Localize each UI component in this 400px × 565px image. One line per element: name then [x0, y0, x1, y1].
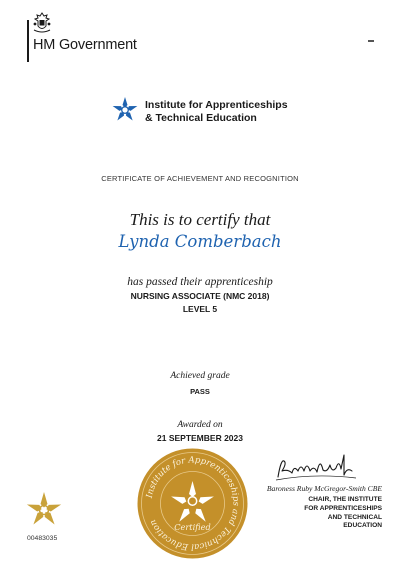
handwritten-signature [274, 451, 358, 485]
certify-statement: This is to certify that [129, 210, 271, 229]
signatory-role-line: CHAIR, THE INSTITUTE [308, 496, 382, 503]
passed-statement: has passed their apprenticeship [127, 276, 273, 288]
hm-government-title: HM Government [33, 37, 137, 53]
hm-government-rule [27, 20, 29, 62]
blue-star-flower-icon [111, 96, 139, 124]
grade-value: PASS [190, 387, 210, 396]
institute-name-line2: & Technical Education [145, 112, 257, 124]
apprenticeship-standard: NURSING ASSOCIATE (NMC 2018) [130, 291, 270, 301]
seal-center-text: Certified [174, 522, 211, 532]
corner-mark [368, 40, 374, 42]
certified-seal [136, 447, 249, 560]
signatory-role [250, 496, 382, 531]
grade-label: Achieved grade [170, 371, 230, 381]
signatory-role-line: EDUCATION [343, 522, 382, 530]
signatory-name: Baroness Ruby McGregor-Smith CBE [266, 484, 382, 493]
awarded-date: 21 SEPTEMBER 2023 [157, 433, 243, 443]
institute-name [145, 99, 288, 125]
institute-name-line1: Institute for Apprenticeships [145, 99, 288, 111]
signatory-role-line: AND TECHNICAL [327, 513, 382, 521]
apprenticeship-level: LEVEL 5 [182, 304, 218, 314]
gold-star-flower-icon [24, 490, 64, 530]
signatory-role-line: FOR APPRENTICESHIPS [304, 504, 382, 512]
awarded-label: Awarded on [177, 420, 223, 430]
seal-ring-text: Institute for Apprenticeships and Technical Education [144, 455, 241, 552]
royal-coat-of-arms-icon [31, 12, 53, 34]
certificate-heading: CERTIFICATE OF ACHIEVEMENT AND RECOGNITION [101, 174, 299, 183]
recipient-name: Lynda Comberbach [118, 232, 282, 251]
certificate-number: 00483035 [27, 535, 58, 542]
